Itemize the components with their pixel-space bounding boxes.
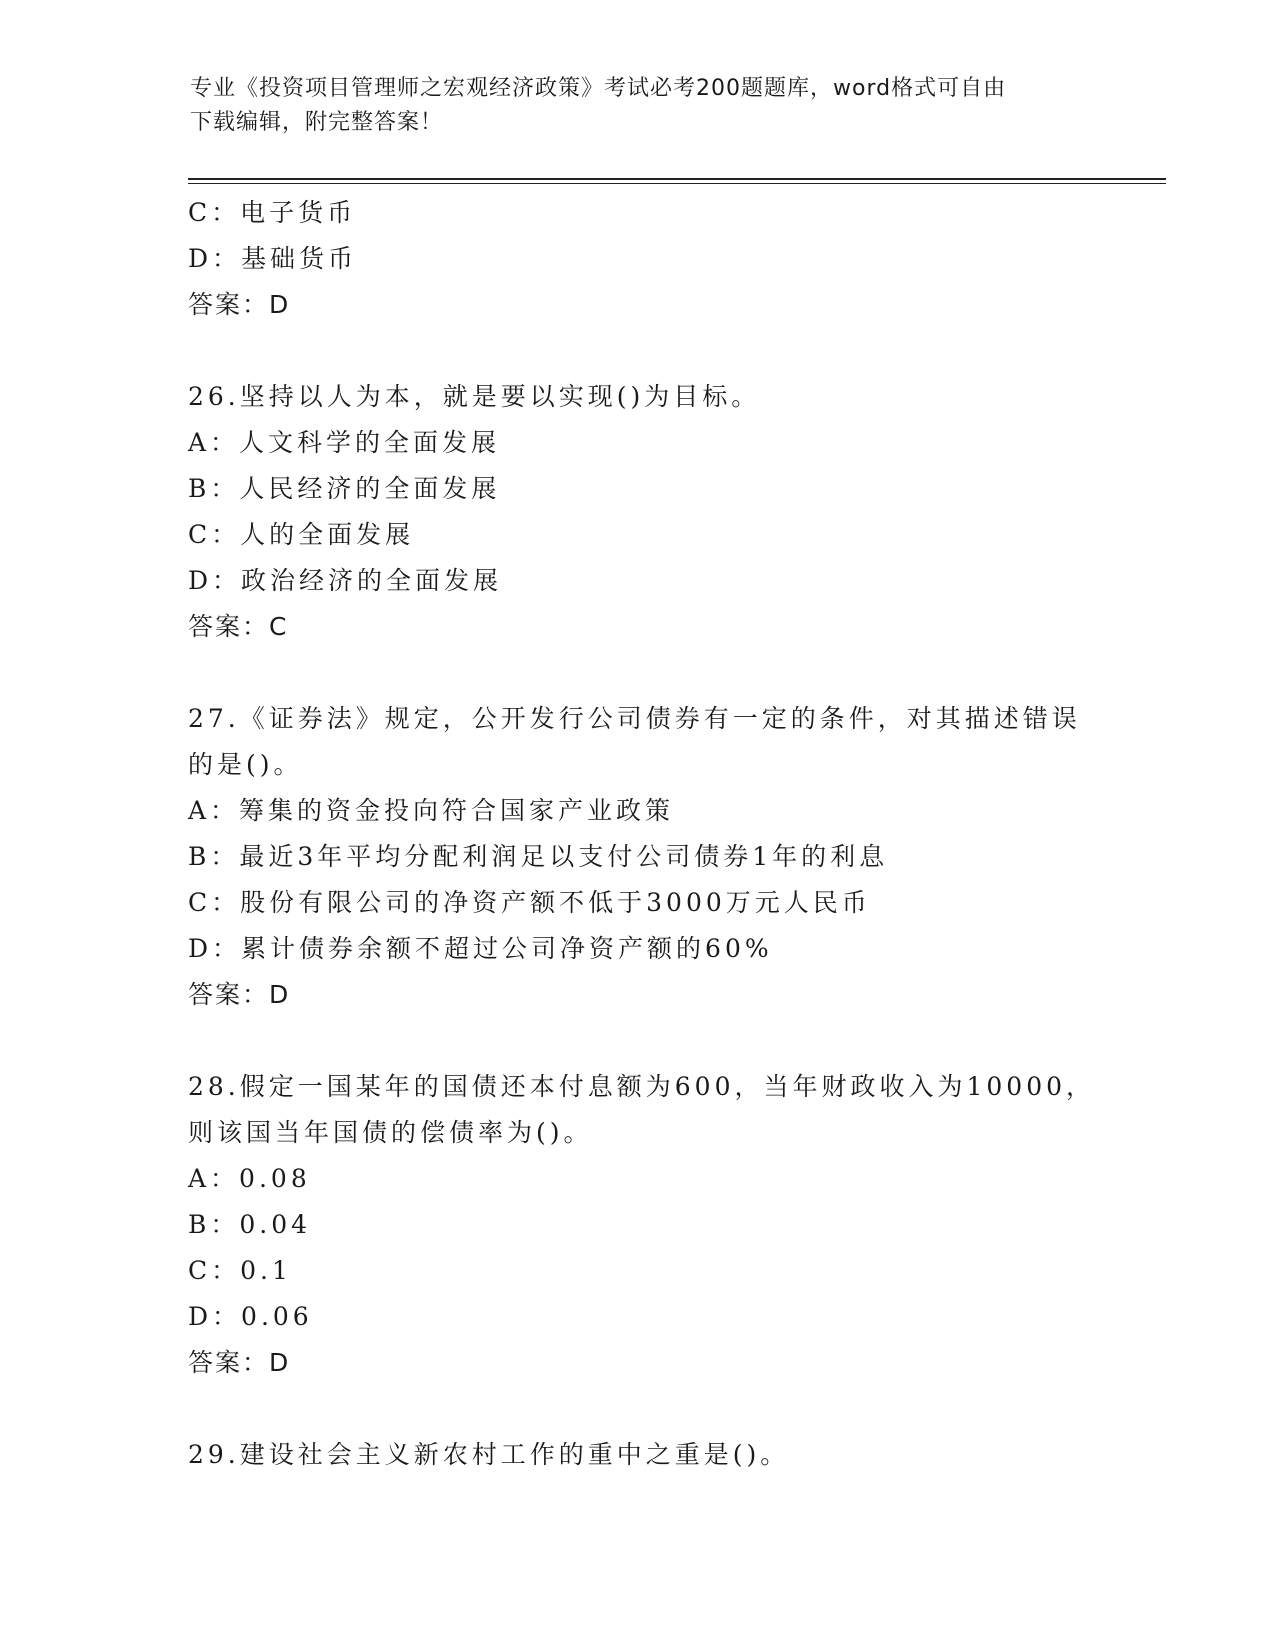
option-c: C：人的全面发展 — [188, 520, 415, 549]
option-a: A：人文科学的全面发展 — [188, 428, 501, 457]
option-d: D：政治经济的全面发展 — [188, 566, 503, 595]
question-26 — [188, 374, 1088, 650]
option-a: A：筹集的资金投向符合国家产业政策 — [188, 796, 675, 825]
header-line-1: 专业《投资项目管理师之宏观经济政策》考试必考200题题库，word格式可自由 — [190, 76, 1007, 101]
spacer — [188, 328, 1088, 374]
option-b: B：0.04 — [188, 1210, 312, 1239]
option-a: A：0.08 — [188, 1164, 311, 1193]
question-stem: 29.建设社会主义新农村工作的重中之重是()。 — [188, 1440, 790, 1469]
header-line-2: 下载编辑，附完整答案！ — [190, 110, 444, 135]
question-28 — [188, 1064, 1096, 1386]
answer: 答案：D — [188, 980, 291, 1009]
question-29 — [188, 1432, 1088, 1478]
answer: 答案：C — [188, 612, 289, 641]
option-d: D：基础货币 — [188, 244, 358, 273]
option-b: B：最近3年平均分配利润足以支付公司债券1年的利息 — [188, 842, 889, 871]
header-divider-thin — [188, 183, 1166, 184]
spacer — [188, 650, 1088, 696]
question-stem-line-1: 28.假定一国某年的国债还本付息额为600，当年财政收入为10000， — [188, 1072, 1096, 1101]
spacer — [188, 1018, 1088, 1064]
option-c: C：股份有限公司的净资产额不低于3000万元人民币 — [188, 888, 871, 917]
header-divider-thick — [188, 178, 1166, 180]
option-d: D：0.06 — [188, 1302, 313, 1331]
question-27 — [188, 696, 1088, 1018]
option-c: C：电子货币 — [188, 198, 357, 227]
question-list — [188, 190, 1096, 1478]
spacer — [188, 1386, 1088, 1432]
question-stem-line-2: 则该国当年国债的偿债率为()。 — [188, 1118, 593, 1147]
option-b: B：人民经济的全面发展 — [188, 474, 501, 503]
question-stem-line-1: 27.《证券法》规定，公开发行公司债券有一定的条件，对其描述错误 — [188, 704, 1081, 733]
question-stem-line-2: 的是()。 — [188, 750, 303, 779]
option-d: D：累计债券余额不超过公司净资产额的60% — [188, 934, 773, 963]
document-header — [190, 72, 1090, 140]
option-c: C：0.1 — [188, 1256, 292, 1285]
answer: 答案：D — [188, 1348, 291, 1377]
question-25 — [188, 190, 1088, 328]
answer: 答案：D — [188, 290, 291, 319]
question-stem: 26.坚持以人为本，就是要以实现()为目标。 — [188, 382, 761, 411]
